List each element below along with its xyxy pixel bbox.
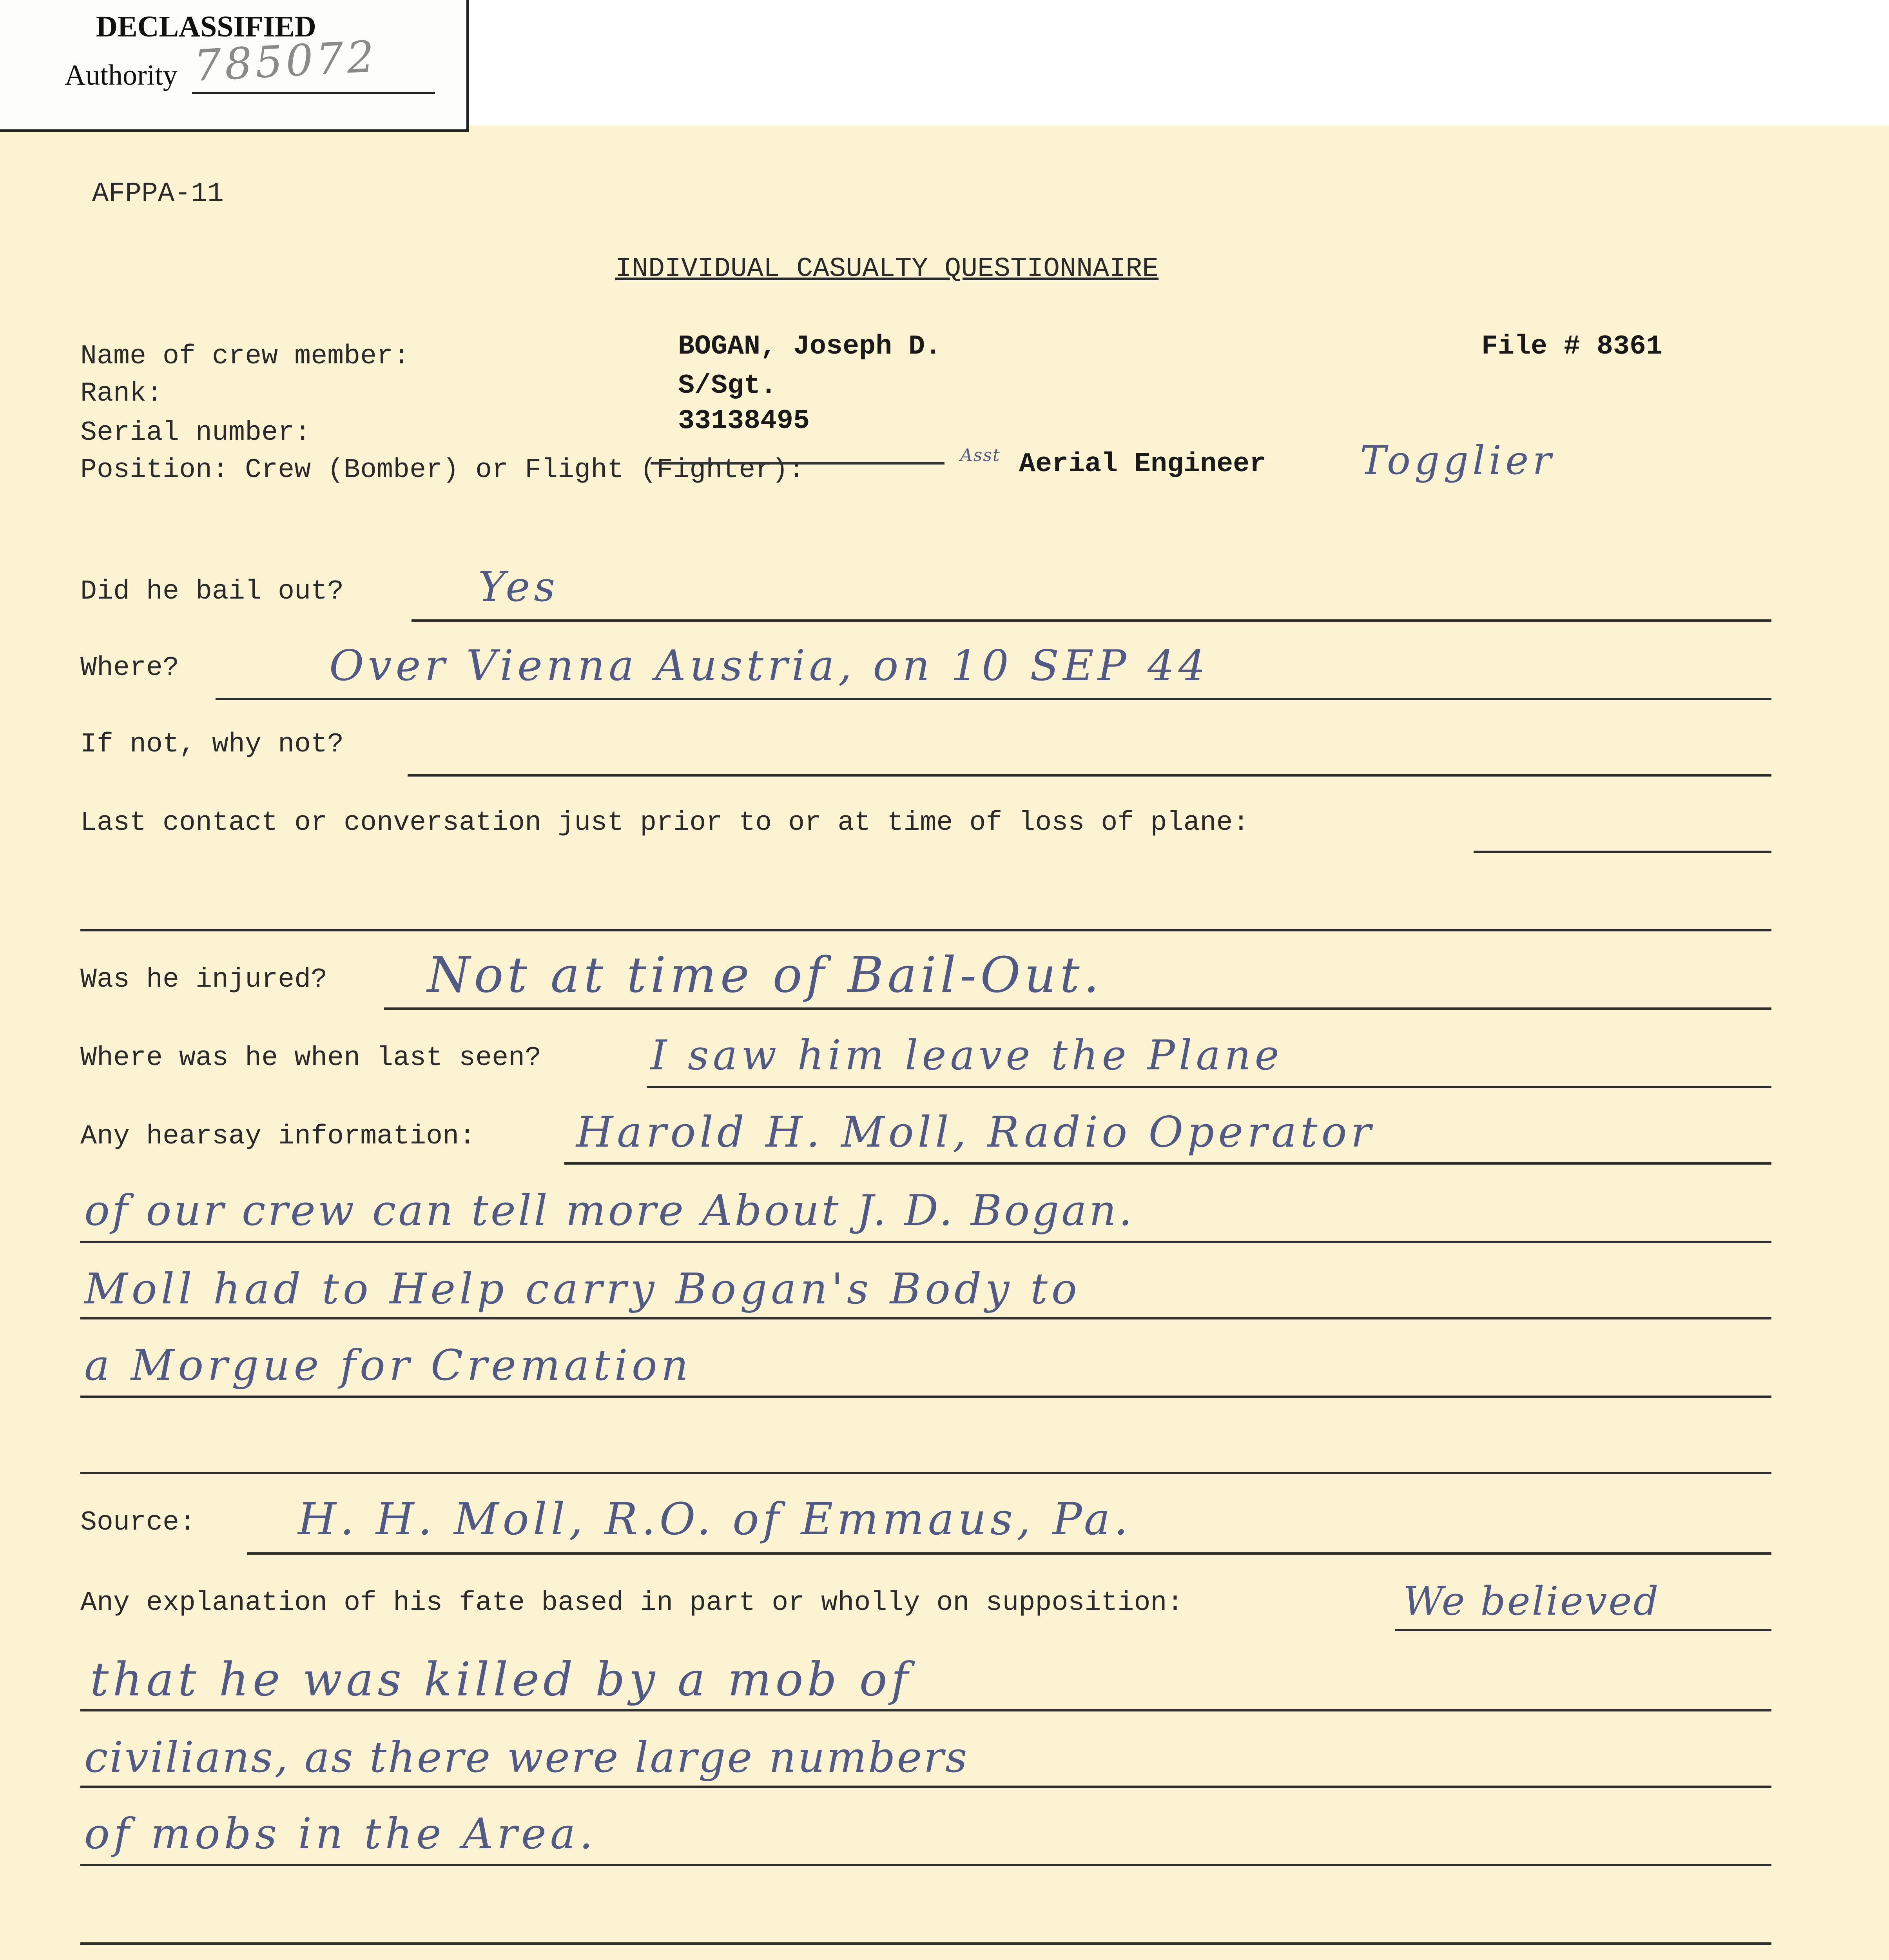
source-line: [247, 1552, 1771, 1555]
explanation-line-1: [1395, 1629, 1771, 1631]
last-seen-line: [647, 1086, 1771, 1088]
stamp-title: DECLASSIFIED: [96, 10, 316, 43]
injured-label: Was he injured?: [80, 964, 328, 995]
last-contact-line-2: [80, 929, 1771, 931]
explanation-line-4: [80, 1864, 1771, 1866]
hearsay-label: Any hearsay information:: [80, 1121, 476, 1152]
hearsay-answer-line-1: Harold H. Moll, Radio Operator: [576, 1108, 1375, 1157]
where-label: Where?: [80, 653, 179, 684]
stamp-authority-number: 785072: [192, 31, 379, 91]
where-line: [216, 698, 1771, 700]
bail-out-label: Did he bail out?: [80, 576, 344, 607]
hearsay-answer-line-2: of our crew can tell more About J. D. Bogan.: [84, 1186, 1135, 1235]
rank-value: S/Sgt.: [678, 370, 777, 401]
explanation-label: Any explanation of his fate based in part or wholly on supposition:: [80, 1588, 1184, 1619]
explanation-answer-line-4: of mobs in the Area.: [84, 1809, 597, 1858]
source-label: Source:: [80, 1507, 196, 1538]
serial-label: Serial number:: [80, 417, 311, 448]
file-number: File # 8361: [1481, 331, 1663, 362]
declassified-stamp: [0, 0, 469, 132]
last-contact-label: Last contact or conversation just prior to or at time of loss of plane:: [80, 808, 1249, 838]
source-answer: H. H. Moll, R.O. of Emmaus, Pa.: [298, 1494, 1132, 1545]
form-code: AFPPA-11: [92, 178, 224, 209]
injured-line: [384, 1007, 1771, 1010]
last-contact-line-1: [1474, 851, 1771, 853]
explanation-answer-line-3: civilians, as there were large numbers: [84, 1733, 969, 1782]
position-strikethrough: [651, 462, 944, 465]
position-value: Aerial Engineer: [1019, 449, 1266, 480]
explanation-answer-line-1: We believed: [1403, 1578, 1660, 1624]
last-seen-answer: I saw him leave the Plane: [651, 1031, 1283, 1079]
rank-label: Rank:: [80, 378, 163, 409]
position-insert: Asst: [960, 445, 1001, 465]
stamp-signature-line: [192, 92, 435, 94]
hearsay-answer-line-3: Moll had to Help carry Bogan's Body to: [84, 1265, 1081, 1314]
bail-out-line: [412, 619, 1771, 622]
injured-answer: Not at time of Bail-Out.: [427, 947, 1103, 1004]
form-title: INDIVIDUAL CASUALTY QUESTIONNAIRE: [615, 254, 1159, 285]
bail-out-answer: Yes: [478, 563, 559, 611]
hearsay-line-4: [80, 1396, 1771, 1398]
name-value: BOGAN, Joseph D.: [678, 331, 942, 362]
position-label: Position: Crew (Bomber) or Flight (Fighter):: [80, 455, 805, 486]
hearsay-line-1: [564, 1162, 1771, 1165]
hearsay-line-5: [80, 1472, 1771, 1474]
hearsay-answer-line-4: a Morgue for Cremation: [84, 1341, 693, 1390]
explanation-line-5: [80, 1942, 1771, 1945]
explanation-line-2: [80, 1709, 1771, 1711]
if-not-label: If not, why not?: [80, 729, 344, 760]
explanation-answer-line-2: that he was killed by a mob of: [90, 1652, 912, 1706]
last-seen-label: Where was he when last seen?: [80, 1043, 542, 1074]
where-answer: Over Vienna Austria, on 10 SEP 44: [329, 641, 1209, 690]
name-label: Name of crew member:: [80, 341, 410, 372]
hearsay-line-2: [80, 1241, 1771, 1243]
position-handwritten: Togglier: [1360, 437, 1555, 483]
explanation-line-3: [80, 1786, 1771, 1788]
stamp-authority-label: Authority: [65, 59, 178, 91]
serial-value: 33138495: [678, 406, 810, 437]
hearsay-line-3: [80, 1317, 1771, 1319]
if-not-line: [408, 774, 1771, 777]
